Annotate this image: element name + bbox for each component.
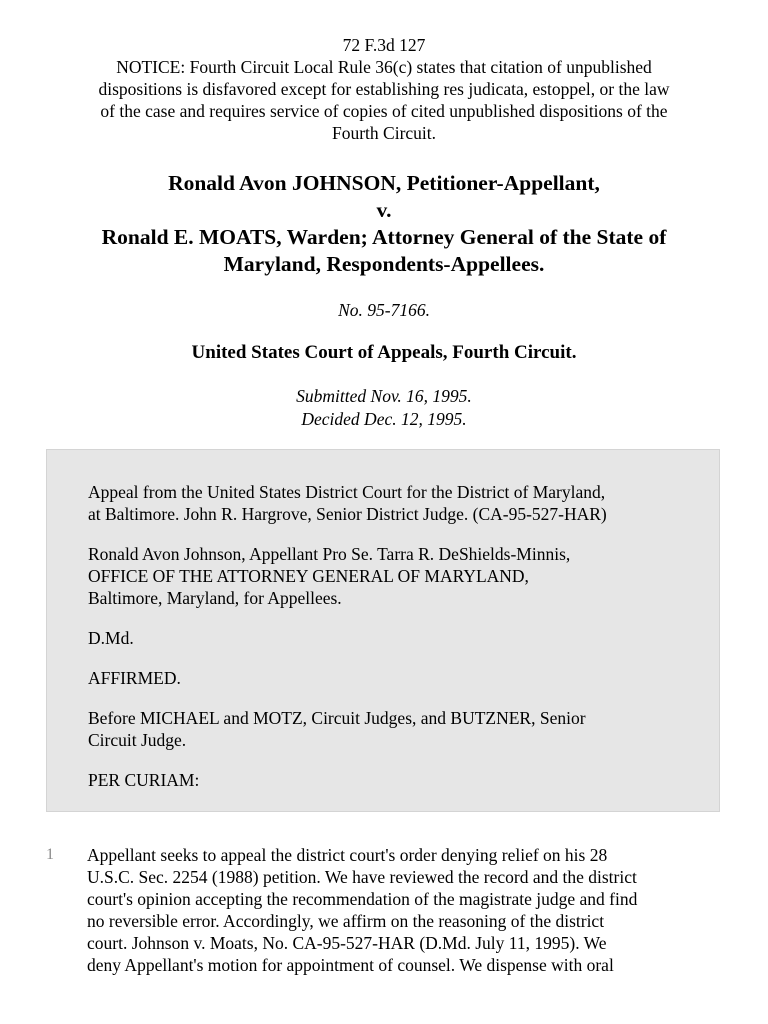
caption-respondents-cont: Maryland, Respondents-Appellees. — [223, 252, 545, 276]
paragraph-line: deny Appellant's motion for appointment of counsel. We dispense with oral — [87, 955, 614, 975]
notice-line: NOTICE: Fourth Circuit Local Rule 36(c) states that citation of unpublished — [116, 57, 652, 77]
case-citation: 72 F.3d 127 — [342, 35, 426, 55]
caption-respondents: Ronald E. MOATS, Warden; Attorney General of the State of — [101, 225, 667, 249]
case-summary — [88, 481, 688, 809]
paragraph-line: U.S.C. Sec. 2254 (1988) petition. We have reviewed the record and the district — [87, 867, 637, 887]
counsel-line: OFFICE OF THE ATTORNEY GENERAL OF MARYLAND, — [88, 566, 529, 586]
court-abbreviation: D.Md. — [88, 628, 134, 648]
document-header — [50, 34, 718, 144]
panel-info — [88, 707, 688, 751]
paragraph-text — [87, 844, 727, 976]
panel-line: Before MICHAEL and MOTZ, Circuit Judges, and BUTZNER, Senior — [88, 708, 586, 728]
counsel-line: Ronald Avon Johnson, Appellant Pro Se. Tarra R. DeShields-Minnis, — [88, 544, 571, 564]
case-summary-box — [46, 449, 720, 812]
notice-line: Fourth Circuit. — [331, 123, 437, 143]
paragraph-line: Appellant seeks to appeal the district court's order denying relief on his 28 — [87, 845, 608, 865]
court-name: United States Court of Appeals, Fourth Circuit. — [191, 342, 577, 363]
panel-line: Circuit Judge. — [88, 730, 187, 750]
paragraph-number: 1 — [46, 846, 54, 863]
appeal-info-line: Appeal from the United States District Court for the District of Maryland, — [88, 482, 606, 502]
case-dates — [0, 385, 768, 431]
disposition: AFFIRMED. — [88, 668, 181, 688]
counsel-line: Baltimore, Maryland, for Appellees. — [88, 588, 342, 608]
appeal-info-line: at Baltimore. John R. Hargrove, Senior District Judge. (CA-95-527-HAR) — [88, 504, 607, 524]
docket-number: No. 95-7166. — [338, 300, 430, 320]
decided-date: Decided Dec. 12, 1995. — [301, 409, 467, 429]
case-caption — [30, 170, 738, 278]
appeal-info — [88, 481, 688, 525]
per-curiam-label: PER CURIAM: — [88, 770, 200, 790]
paragraph-line: court's opinion accepting the recommendation of the magistrate judge and find — [87, 889, 638, 909]
counsel-info — [88, 543, 688, 609]
paragraph-line: court. Johnson v. Moats, No. CA-95-527-HAR (D.Md. July 11, 1995). We — [87, 933, 607, 953]
caption-versus: v. — [376, 198, 392, 222]
submitted-date: Submitted Nov. 16, 1995. — [296, 386, 472, 406]
notice-line: dispositions is disfavored except for establishing res judicata, estoppel, or the law — [98, 79, 670, 99]
caption-petitioner: Ronald Avon JOHNSON, Petitioner-Appellant, — [168, 171, 600, 195]
notice-line: of the case and requires service of copies of cited unpublished dispositions of the — [100, 101, 668, 121]
paragraph-line: no reversible error. Accordingly, we affirm on the reasoning of the district — [87, 911, 605, 931]
